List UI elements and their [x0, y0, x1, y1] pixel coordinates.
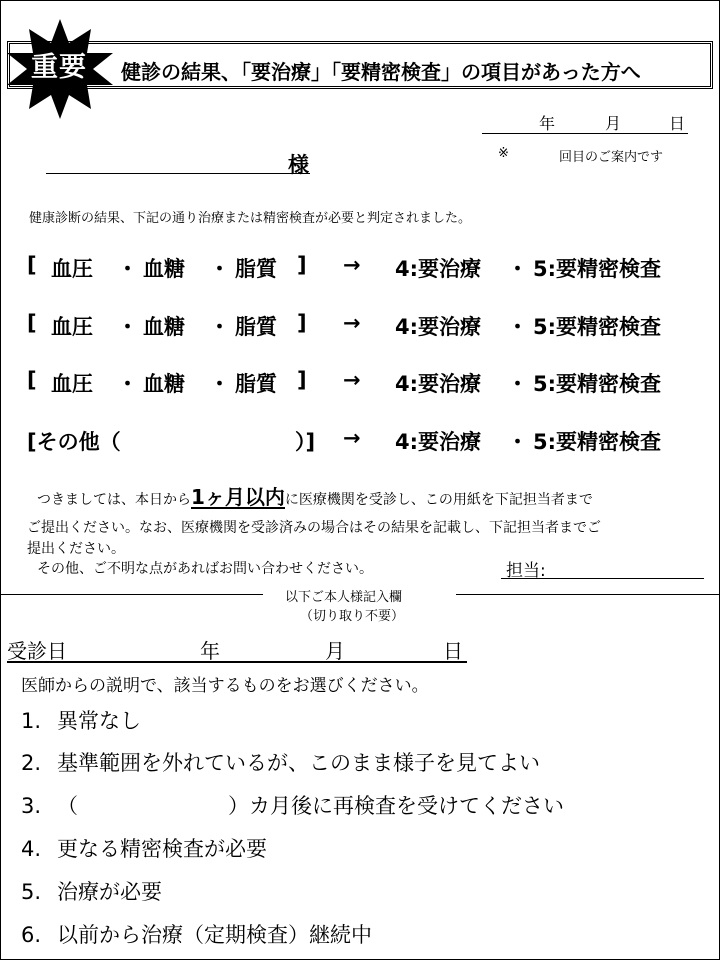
paragraph-text: つきましては、本日から [37, 492, 191, 508]
item-blood-pressure[interactable]: 血圧 [51, 257, 93, 281]
separator-dot: ・ [117, 372, 138, 396]
separator-dot: ・ [117, 315, 138, 339]
note-mark: ※ [498, 146, 509, 161]
paragraph-line-3: 提出ください。 [27, 541, 125, 557]
bracket-open: [ [27, 311, 37, 335]
note-text: 回目のご案内です [559, 150, 664, 165]
paragraph-line-4: その他、ご不明な点があればお問い合わせください。 [37, 561, 373, 577]
deadline-emphasis: 1ヶ月以内 [191, 485, 285, 509]
option-number: 2. [21, 751, 42, 775]
option-detailed-exam[interactable]: 5:要精密検査 [533, 315, 662, 339]
arrow-icon: → [343, 368, 361, 392]
item-lipid[interactable]: 脂質 [235, 372, 277, 396]
choice-option[interactable] [21, 919, 372, 949]
item-lipid[interactable]: 脂質 [235, 315, 277, 339]
option-detailed-exam[interactable]: 5:要精密検査 [533, 430, 662, 454]
instruction-text: 医師からの説明で、該当するものをお選びください。 [21, 676, 429, 696]
arrow-icon: → [343, 426, 361, 450]
option-detailed-exam[interactable]: 5:要精密検査 [533, 257, 662, 281]
paragraph-line-1 [37, 487, 593, 509]
result-row[interactable] [27, 311, 707, 341]
arrow-icon: → [343, 311, 361, 335]
choice-option[interactable] [21, 747, 540, 777]
option-number: 5. [21, 880, 42, 904]
option-number: 3. [21, 794, 42, 818]
paragraph-line-2: ご提出ください。なお、医療機関を受診済みの場合はその結果を記載し、下記担当者までご [27, 520, 601, 536]
paragraph-text: に医療機関を受診し、この用紙を下記担当者まで [284, 492, 593, 508]
separator-dot: ・ [507, 315, 528, 339]
bracket-open: [ [27, 253, 37, 277]
date-month-label: 月 [605, 114, 622, 133]
separator-dot: ・ [209, 315, 230, 339]
choice-option[interactable] [21, 790, 564, 820]
option-text: 更なる精密検査が必要 [57, 837, 267, 861]
important-badge: 重要 [31, 52, 87, 83]
option-treatment[interactable]: 4:要治療 [395, 257, 482, 281]
choice-option[interactable] [21, 876, 162, 906]
bracket-close: ] [297, 311, 307, 335]
option-text: 以前から治療（定期検査）継続中 [57, 923, 372, 947]
item-blood-sugar[interactable]: 血糖 [143, 372, 185, 396]
separator-dot: ・ [209, 257, 230, 281]
option-text: 異常なし [57, 709, 141, 733]
item-blood-sugar[interactable]: 血糖 [143, 257, 185, 281]
separator-dot: ・ [507, 372, 528, 396]
staff-label: 担当: [506, 561, 546, 581]
visit-day-label: 日 [443, 639, 463, 663]
other-label: [その他（ [27, 430, 121, 454]
result-row[interactable] [27, 368, 707, 398]
other-close: ）] [295, 430, 316, 454]
visit-date-field[interactable] [7, 635, 467, 663]
addressee-suffix: 様 [288, 153, 309, 177]
staff-field[interactable] [501, 578, 704, 579]
arrow-icon: → [343, 253, 361, 277]
separator-dot: ・ [209, 372, 230, 396]
bracket-open: [ [27, 368, 37, 392]
separator-dot: ・ [507, 430, 528, 454]
option-number: 4. [21, 837, 42, 861]
visit-month-label: 月 [325, 639, 345, 663]
option-number: 6. [21, 923, 42, 947]
choice-option[interactable] [21, 833, 267, 863]
visit-date-label: 受診日 [7, 639, 67, 663]
option-text: 基準範囲を外れているが、このまま様子を見てよい [57, 751, 540, 775]
cut-line [1, 594, 263, 595]
option-treatment[interactable]: 4:要治療 [395, 430, 482, 454]
item-blood-pressure[interactable]: 血圧 [51, 372, 93, 396]
header-title: 健診の結果、「要治療」「要精密検査」の項目があった方へ [121, 60, 641, 84]
option-text: 治療が必要 [57, 880, 162, 904]
bracket-close: ] [297, 368, 307, 392]
addressee-name-field[interactable] [46, 149, 310, 174]
visit-year-label: 年 [200, 639, 220, 663]
separator-dot: ・ [507, 257, 528, 281]
item-lipid[interactable]: 脂質 [235, 257, 277, 281]
result-row-other[interactable] [27, 426, 707, 456]
item-blood-pressure[interactable]: 血圧 [51, 315, 93, 339]
cut-line [456, 594, 720, 595]
date-underline [482, 111, 688, 134]
cut-sublabel: （切り取り不要） [300, 609, 405, 624]
date-day-label: 日 [669, 114, 686, 133]
option-text: ）カ月後に再検査を受けてください [228, 794, 564, 818]
separator-dot: ・ [117, 257, 138, 281]
option-detailed-exam[interactable]: 5:要精密検査 [533, 372, 662, 396]
option-treatment[interactable]: 4:要治療 [395, 315, 482, 339]
cut-label: 以下ご本人様記入欄 [285, 590, 403, 605]
intro-text: 健康診断の結果、下記の通り治療または精密検査が必要と判定されました。 [29, 211, 472, 226]
item-blood-sugar[interactable]: 血糖 [143, 315, 185, 339]
option-number: 1. [21, 709, 42, 733]
choice-option[interactable] [21, 705, 141, 735]
option-treatment[interactable]: 4:要治療 [395, 372, 482, 396]
bracket-close: ] [297, 253, 307, 277]
result-row[interactable] [27, 253, 707, 283]
date-year-label: 年 [539, 114, 556, 133]
option-paren-open: （ [57, 794, 78, 818]
